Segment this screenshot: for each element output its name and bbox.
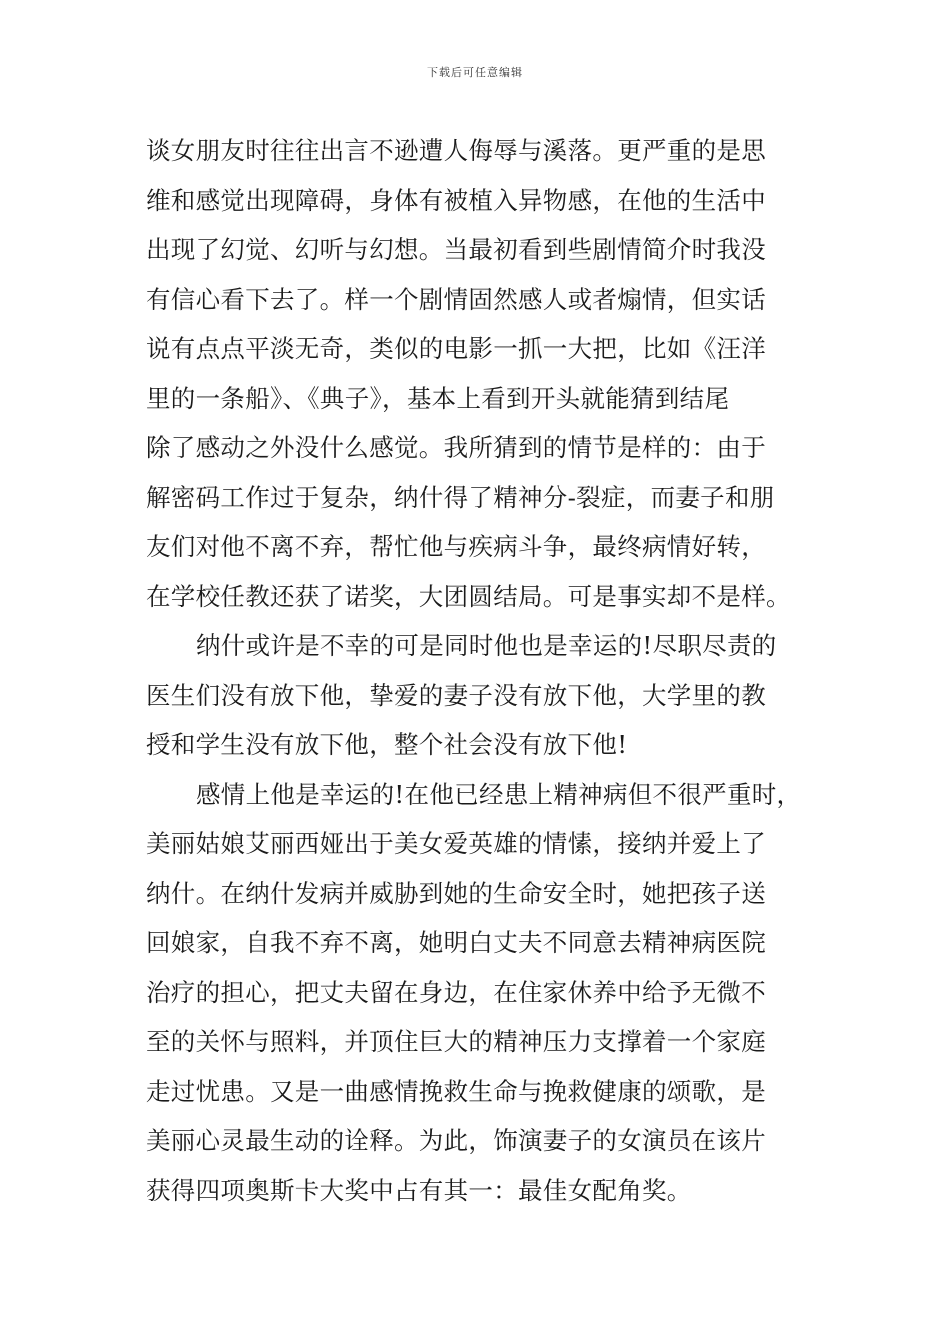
text-line: 维和感觉出现障碍，身体有被植入异物感，在他的生活中 — [146, 185, 766, 215]
text-line: 有信心看下去了。样一个剧情固然感人或者煽情，但实话 — [146, 284, 766, 314]
text-line: 在学校任教还获了诺奖，大团圆结局。可是事实却不是样。 — [146, 581, 791, 611]
text-line: 获得四项奥斯卡大奖中占有其一：最佳女配角奖。 — [146, 1175, 692, 1205]
text-line: 治疗的担心，把丈夫留在身边，在住家休养中给予无微不 — [146, 977, 766, 1007]
text-line: 美丽心灵最生动的诠释。为此，饰演妻子的女演员在该片 — [146, 1126, 766, 1155]
text-line: 医生们没有放下他，挚爱的妻子没有放下他，大学里的教 — [146, 680, 766, 710]
text-line: 里的一条船》、《典子》，基本上看到开头就能猜到结尾 — [146, 383, 730, 413]
text-line: 解密码工作过于复杂，纳什得了精神分-裂症，而妻子和朋 — [146, 482, 775, 512]
text-line: 谈女朋友时往往出言不逊遭人侮辱与溪落。更严重的是思 — [146, 136, 766, 165]
text-line: 友们对他不离不弃，帮忙他与疾病斗争，最终病情好转， — [146, 532, 766, 561]
text-line: 美丽姑娘艾丽西娅出于美女爱英雄的情愫，接纳并爱上了 — [146, 829, 766, 858]
document-body — [146, 126, 810, 1215]
text-line: 至的关怀与照料，并顶住巨大的精神压力支撑着一个家庭 — [146, 1027, 766, 1056]
text-line-indented: 感情上他是幸运的!在他已经患上精神病但不很严重时， — [196, 779, 802, 809]
paragraph-3 — [146, 770, 810, 1216]
text-line: 除了感动之外没什么感觉。我所猜到的情节是样的：由于 — [146, 433, 766, 462]
text-line: 纳什。在纳什发病并威胁到她的生命安全时，她把孩子送 — [146, 878, 766, 908]
text-line: 授和学生没有放下他，整个社会没有放下他! — [146, 730, 628, 759]
text-line: 回娘家，自我不弃不离，她明白丈夫不同意去精神病医院 — [146, 928, 766, 957]
text-line-indented: 纳什或许是不幸的可是同时他也是幸运的!尽职尽责的 — [196, 631, 777, 660]
text-line: 说有点点平淡无奇，类似的电影一抓一大把，比如《汪洋 — [146, 334, 766, 363]
text-line: 走过忧患。又是一曲感情挽救生命与挽救健康的颂歌，是 — [146, 1076, 766, 1106]
paragraph-2 — [146, 621, 810, 770]
paragraph-1 — [146, 126, 810, 621]
page-header: 下载后可任意编辑 — [427, 66, 523, 79]
text-line: 出现了幻觉、幻听与幻想。当最初看到些剧情简介时我没 — [146, 235, 766, 264]
